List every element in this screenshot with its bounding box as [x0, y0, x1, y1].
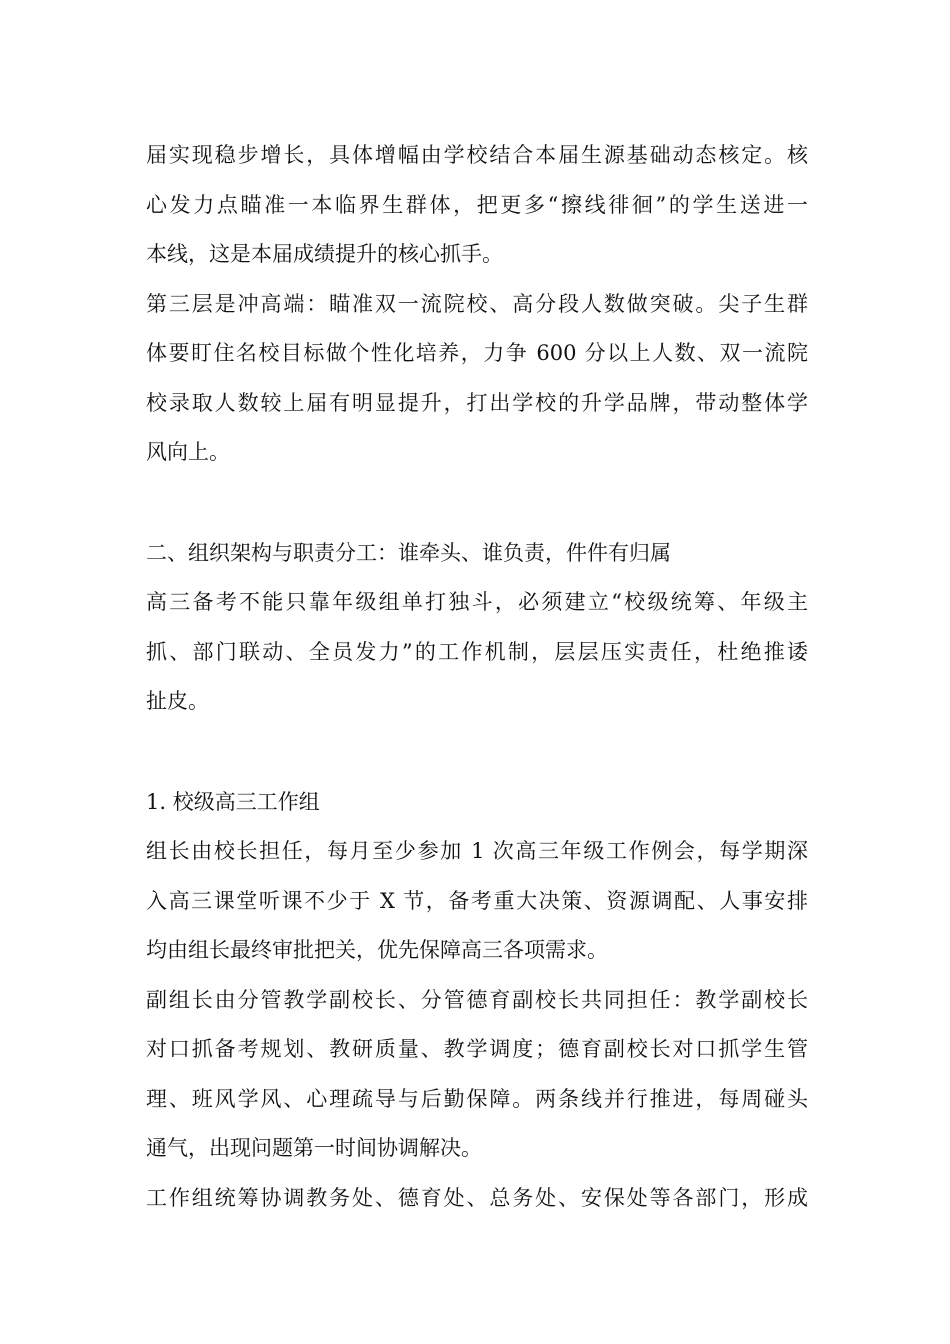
- text-line: 组长由校长担任，每月至少参加 1 次高三年级工作例会，每学期深: [146, 839, 808, 863]
- paragraph-third-tier: [146, 280, 808, 478]
- paragraph-spacer: [146, 478, 808, 529]
- paragraph-mechanism: [146, 578, 808, 727]
- paragraph-deputy-leaders: [146, 976, 808, 1174]
- text-line: 第三层是冲高端：瞄准双一流院校、高分段人数做突破。尖子生群: [146, 291, 808, 316]
- text-line: 入高三课堂听课不少于 X 节，备考重大决策、资源调配、人事安排: [146, 888, 808, 913]
- text-line: 高三备考不能只靠年级组单打独斗，必须建立“校级统筹、年级主: [146, 590, 808, 614]
- paragraph-spacer: [146, 727, 808, 778]
- text-line: 扯皮。: [146, 689, 209, 713]
- text-line: 均由组长最终审批把关，优先保障高三各项需求。: [146, 938, 608, 962]
- text-line: 体要盯住名校目标做个性化培养，力争 600 分以上人数、双一流院: [146, 341, 808, 365]
- subheading-school-work-group: [146, 778, 808, 828]
- text-line: 工作组统筹协调教务处、德育处、总务处、安保处等各部门，形成: [146, 1185, 808, 1210]
- text-line: 本线，这是本届成绩提升的核心抓手。: [146, 242, 503, 266]
- text-line: 届实现稳步增长，具体增幅由学校结合本届生源基础动态核定。核: [146, 143, 808, 167]
- text-line: 通气，出现问题第一时间协调解决。: [146, 1136, 482, 1160]
- text-line: 对口抓备考规划、教研质量、教学调度；德育副校长对口抓学生管: [146, 1037, 808, 1061]
- text-line: 副组长由分管教学副校长、分管德育副校长共同担任：教学副校长: [146, 987, 808, 1012]
- text-line: 风向上。: [146, 440, 230, 464]
- text-line: 校录取人数较上届有明显提升，打出学校的升学品牌，带动整体学: [146, 390, 808, 415]
- paragraph-group-leader: [146, 827, 808, 976]
- document-body: [146, 131, 808, 1223]
- heading-line: 1. 校级高三工作组: [146, 789, 320, 814]
- text-line: 心发力点瞄准一本临界生群体，把更多“擦线徘徊”的学生送进一: [146, 192, 808, 217]
- text-line: 理、班风学风、心理疏导与后勤保障。两条线并行推进，每周碰头: [146, 1086, 808, 1111]
- text-line: 抓、部门联动、全员发力”的工作机制，层层压实责任，杜绝推诿: [146, 639, 808, 664]
- paragraph-coordination: [146, 1174, 808, 1224]
- section-heading-organization: [146, 529, 808, 579]
- heading-line: 二、组织架构与职责分工：谁牵头、谁负责，件件有归属: [146, 540, 671, 565]
- paragraph-growth-target: [146, 131, 808, 280]
